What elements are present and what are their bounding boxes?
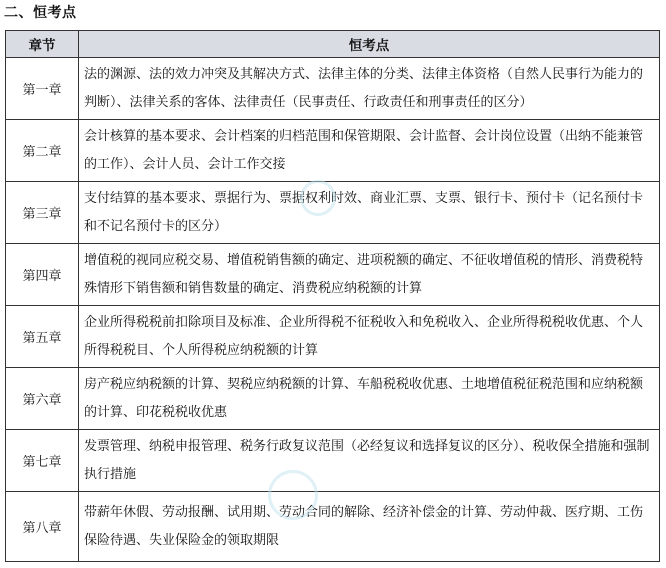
- table-header-row: [6, 31, 660, 58]
- chapter-cell: 第一章: [6, 58, 79, 120]
- table-row: [6, 58, 660, 120]
- points-cell: 法的渊源、法的效力冲突及其解决方式、法律主体的分类、法律主体资格（自然人民事行为能力的判断）、法律关系的客体、法律责任（民事责任、行政责任和刑事责任的区分）: [79, 58, 660, 120]
- chapter-cell: 第三章: [6, 182, 79, 244]
- table-row: [6, 492, 660, 562]
- chapter-cell: 第六章: [6, 368, 79, 430]
- table-row: [6, 182, 660, 244]
- points-cell: 房产税应纳税额的计算、契税应纳税额的计算、车船税税收优惠、土地增值税征税范围和应纳税额的计算、印花税税收优惠: [79, 368, 660, 430]
- points-cell: 企业所得税税前扣除项目及标准、企业所得税不征税收入和免税收入、企业所得税税收优惠、个人所得税税目、个人所得税应纳税额的计算: [79, 306, 660, 368]
- table-row: [6, 244, 660, 306]
- points-cell: 增值税的视同应税交易、增值税销售额的确定、进项税额的确定、不征收增值税的情形、消费税特殊情形下销售额和销售数量的确定、消费税应纳税额的计算: [79, 244, 660, 306]
- points-cell: 带薪年休假、劳动报酬、试用期、劳动合同的解除、经济补偿金的计算、劳动仲裁、医疗期、工伤保险待遇、失业保险金的领取期限: [79, 492, 660, 562]
- header-chapter: 章节: [6, 31, 79, 58]
- chapter-cell: 第七章: [6, 430, 79, 492]
- table-row: [6, 368, 660, 430]
- points-cell: 支付结算的基本要求、票据行为、票据权利时效、商业汇票、支票、银行卡、预付卡（记名预付卡和不记名预付卡的区分）: [79, 182, 660, 244]
- chapter-cell: 第二章: [6, 120, 79, 182]
- chapter-cell: 第四章: [6, 244, 79, 306]
- header-points: 恒考点: [79, 31, 660, 58]
- points-cell: 发票管理、纳税申报管理、税务行政复议范围（必经复议和选择复议的区分）、税收保全措施和强制执行措施: [79, 430, 660, 492]
- table-row: [6, 430, 660, 492]
- table-row: [6, 120, 660, 182]
- points-cell: 会计核算的基本要求、会计档案的归档范围和保管期限、会计监督、会计岗位设置（出纳不能兼管的工作）、会计人员、会计工作交接: [79, 120, 660, 182]
- chapter-cell: 第八章: [6, 492, 79, 562]
- table-row: [6, 306, 660, 368]
- chapter-cell: 第五章: [6, 306, 79, 368]
- section-heading: 二、恒考点: [4, 5, 77, 21]
- exam-points-table: [5, 30, 660, 562]
